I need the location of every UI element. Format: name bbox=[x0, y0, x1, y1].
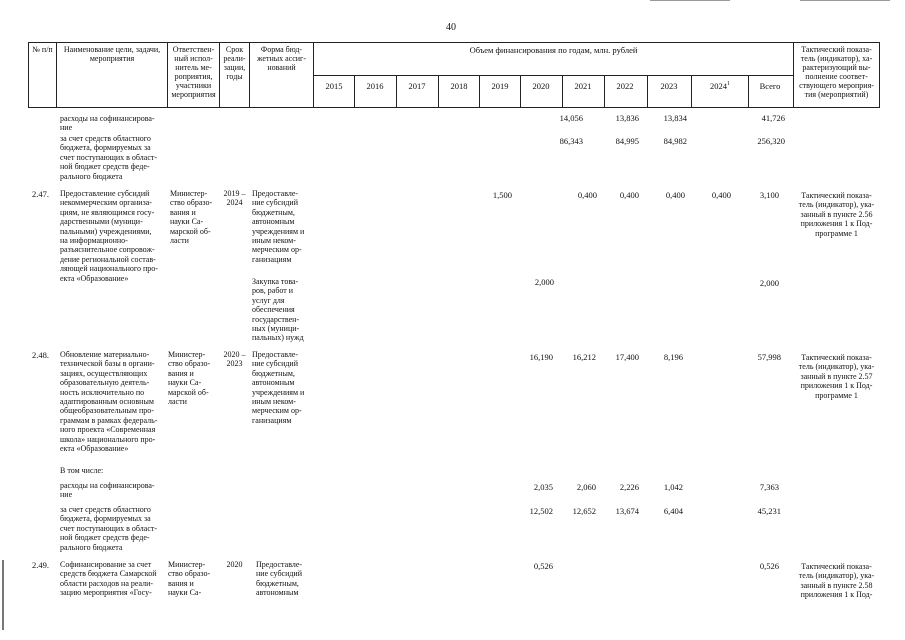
value-2023: 84,982 bbox=[663, 136, 687, 146]
row-form: Предоставле- ние субсидий бюджетным, автономным учреждениям и иным неком- мерческим ор- ганизациям bbox=[252, 189, 305, 264]
value-2021: 16,212 bbox=[572, 352, 596, 362]
row-indicator: Тактический показа- тель (индикатор), ука- занный в пункте 2.56 приложения 1 к Под- программе 1 bbox=[798, 191, 875, 238]
row-term: 2020 – 2023 bbox=[223, 350, 246, 369]
header-number: № п/п bbox=[32, 45, 53, 54]
value-2020: 16,190 bbox=[529, 352, 553, 362]
year-2023: 2023 bbox=[660, 81, 678, 91]
value-2021: 86,343 bbox=[559, 136, 583, 146]
year-2015: 2015 bbox=[325, 81, 343, 91]
header-name: Наименование цели, задачи, мероприятия bbox=[63, 45, 161, 63]
value-total: 256,320 bbox=[757, 136, 785, 146]
header-term: Срок реали- зации, годы bbox=[223, 45, 246, 81]
value-total: 2,000 bbox=[759, 278, 779, 288]
year-2021: 2021 bbox=[574, 81, 592, 91]
value-2023: 13,834 bbox=[663, 113, 687, 123]
row-responsible: Министер- ство образо- вания и науки Са- bbox=[168, 560, 211, 598]
value-2023: 0,400 bbox=[665, 190, 685, 200]
row-label: за счет средств областного бюджета, формируемых за счет поступающих в област- ной бюджет средств феде- рального бюджета bbox=[60, 505, 158, 552]
row-label: расходы на софинансирова- ние bbox=[60, 114, 155, 133]
row-form: Предоставле- ние субсидий бюджетным, автономным bbox=[256, 560, 303, 598]
year-2016: 2016 bbox=[366, 81, 384, 91]
value-total: 0,526 bbox=[759, 561, 779, 571]
row-label: расходы на софинансирова- ние bbox=[60, 481, 155, 500]
value-total: 3,100 bbox=[759, 190, 779, 200]
row-form: Закупка това- ров, работ и услуг для обеспечения государствен- ных (муници- пальных) нужд bbox=[252, 277, 304, 343]
row-number: 2.47. bbox=[32, 189, 49, 199]
including-label: В том числе: bbox=[60, 466, 104, 475]
value-2020: 2,035 bbox=[533, 482, 553, 492]
value-total: 57,998 bbox=[757, 352, 781, 362]
value-2022: 17,400 bbox=[615, 352, 639, 362]
value-2023: 1,042 bbox=[663, 482, 683, 492]
value-2021: 0,400 bbox=[577, 190, 597, 200]
row-term: 2019 – 2024 bbox=[223, 189, 246, 208]
value-2022: 13,674 bbox=[615, 506, 639, 516]
value-2021: 2,060 bbox=[576, 482, 596, 492]
value-2020: 2,000 bbox=[534, 277, 554, 287]
year-2018: 2018 bbox=[450, 81, 468, 91]
value-2020: 12,502 bbox=[529, 506, 553, 516]
row-number: 2.48. bbox=[32, 350, 49, 360]
row-indicator: Тактический показа- тель (индикатор), ука- занный в пункте 2.57 приложения 1 к Под- программе 1 bbox=[798, 353, 875, 400]
year-2022: 2022 bbox=[616, 81, 634, 91]
row-name: Софинансирование за счет средств бюджета Самарской области расходов на реали- зацию мероприятия «Госу- bbox=[60, 560, 157, 598]
row-responsible: Министер- ство образо- вания и науки Са- марской об- ласти bbox=[168, 350, 211, 407]
row-number: 2.49. bbox=[32, 560, 49, 570]
year-2019: 2019 bbox=[491, 81, 509, 91]
value-2024: 0,400 bbox=[711, 190, 731, 200]
value-2022: 0,400 bbox=[619, 190, 639, 200]
row-label: за счет средств областного бюджета, формируемых за счет поступающих в област- ной бюджет средств феде- рального бюджета bbox=[60, 134, 158, 181]
row-name: Предоставление субсидий некоммерческим организа- циям, не являющимся госу- дарственными (муници- пальными) учреждениями, на информационно- разъяснительное сопровож- дение региональной состав- ляющей национального про- екта «Образование» bbox=[60, 189, 158, 283]
header-indicator: Тактический показа- тель (индикатор), ха- рактеризующий вы- полнение соответ- ствующего мероприя- тия (мероприятий) bbox=[799, 45, 874, 99]
value-2021: 14,056 bbox=[559, 113, 583, 123]
header-responsible: Ответствен- ный испол- нитель ме- роприятия, участники мероприятия bbox=[171, 45, 216, 99]
value-2020: 0,526 bbox=[533, 561, 553, 571]
row-term: 2020 bbox=[226, 560, 243, 569]
value-2022: 13,836 bbox=[615, 113, 639, 123]
value-2023: 8,196 bbox=[663, 352, 683, 362]
row-indicator: Тактический показа- тель (индикатор), ука- занный в пункте 2.58 приложения 1 к Под- bbox=[798, 562, 875, 600]
row-responsible: Министер- ство образо- вания и науки Са- марской об- ласти bbox=[170, 189, 213, 246]
value-2023: 6,404 bbox=[663, 506, 683, 516]
value-total: 41,726 bbox=[761, 113, 785, 123]
value-total: 45,231 bbox=[757, 506, 781, 516]
row-name: Обновление материально- технической базы в органи- зациях, осуществляющих образовательную деятель- ность исключительно по адаптированным основным общеобразовательным про- граммам в рамках федераль- ного проекта «Современная школа» национального про- екта «Образование» bbox=[60, 350, 158, 454]
year-2020: 2020 bbox=[532, 81, 550, 91]
value-total: 7,363 bbox=[759, 482, 779, 492]
value-2022: 2,226 bbox=[619, 482, 639, 492]
year-2017: 2017 bbox=[408, 81, 426, 91]
value-2022: 84,995 bbox=[615, 136, 639, 146]
value-2021: 12,652 bbox=[572, 506, 596, 516]
year-2024: 2024$^1$ bbox=[710, 81, 730, 91]
year-total: Всего bbox=[759, 81, 781, 91]
header-form: Форма бюд- жетных ассиг- нований bbox=[256, 45, 306, 72]
page-number: 40 bbox=[446, 22, 456, 33]
row-form: Предоставле- ние субсидий бюджетным, автономным учреждениям и иным неком- мерческим ор- ганизациям bbox=[252, 350, 305, 425]
value-2019: 1,500 bbox=[492, 190, 512, 200]
header-funding: Объем финансирования по годам, млн. рублей bbox=[469, 45, 638, 55]
